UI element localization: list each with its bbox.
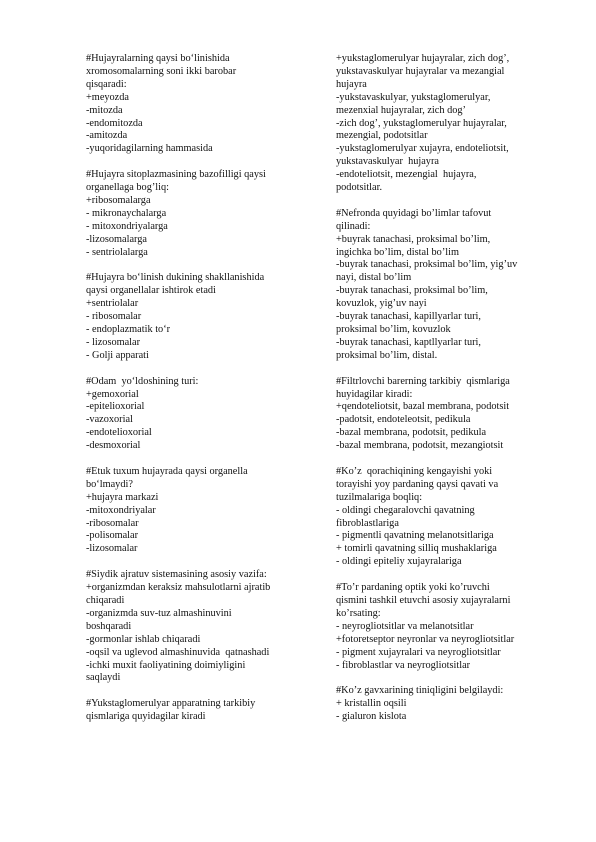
- question-block: [86, 569, 318, 685]
- answer-option: +yukstaglomerulyar hujayralar, zich dog’,: [336, 53, 510, 64]
- answer-option: boshqaradi: [86, 620, 132, 632]
- question-text: qismini tashkil etuvchi asosiy xujayralarni: [336, 595, 511, 606]
- answer-option: - lizosomalar: [86, 336, 141, 348]
- answer-option: mezengial, podotsitlar: [336, 130, 428, 142]
- answer-option: - sentriolalarga: [86, 246, 148, 258]
- question-block: [86, 169, 318, 259]
- answer-option: -buyrak tanachasi, kaptllyarlar turi,: [336, 336, 481, 348]
- answer-option: -desmoxorial: [86, 440, 141, 452]
- question-block: [336, 376, 562, 453]
- answer-option: -epitelioxorial: [86, 401, 145, 413]
- answer-option: -yukstavaskulyar, yukstaglomerulyar,: [336, 91, 491, 103]
- answer-option: -mitozda: [86, 104, 123, 116]
- answer-option: -amitozda: [86, 130, 128, 142]
- question-text: #Siydik ajratuv sistemasining asosiy vazifa:: [86, 569, 267, 581]
- question-block: [86, 376, 318, 453]
- answer-option: -buyrak tanachasi, proksimal bo’lim,: [336, 285, 488, 297]
- question-block: [86, 53, 318, 156]
- answer-option: -lizosomalar: [86, 543, 138, 555]
- question-text: huyidagilar kiradi:: [336, 388, 413, 400]
- answer-option: - endoplazmatik to‘r: [86, 324, 171, 335]
- question-text: torayishi yoy pardaning qaysi qavati va: [336, 478, 499, 490]
- answer-option: - mitoxondriyalarga: [86, 220, 168, 232]
- question-text: #Odam yo‘ldoshining turi:: [86, 375, 199, 387]
- answer-option: +hujayra markazi: [86, 491, 159, 503]
- question-text: tuzilmalariga boqliq:: [336, 491, 423, 503]
- answer-option: ingichka bo’lim, distal bo’lim: [336, 246, 459, 258]
- answer-option: - mikronaychalarga: [86, 207, 167, 219]
- question-text: #Filtrlovchi barerning tarkibiy qismlariga: [336, 375, 510, 387]
- answer-option: proksimal bo’lim, kovuzlok: [336, 324, 451, 336]
- answer-option: +qendoteliotsit, bazal membrana, podotsit: [336, 401, 510, 413]
- answer-option: proksimal bo’lim, distal.: [336, 349, 438, 361]
- answer-option: -mitoxondriyalar: [86, 504, 156, 516]
- answer-option: + tomirli qavatning silliq mushaklariga: [336, 543, 497, 555]
- question-block: [86, 466, 318, 556]
- answer-option: -bazal membrana, podotsit, pedikula: [336, 427, 487, 439]
- answer-option: - Golji apparati: [86, 349, 149, 361]
- answer-option: - gialuron kislota: [336, 711, 407, 723]
- question-block: [336, 582, 562, 672]
- answer-option: chiqaradi: [86, 594, 125, 606]
- question-text: #Ko’z qorachiqining kengayishi yoki: [336, 465, 493, 477]
- answer-option: -endomitozda: [86, 117, 143, 129]
- left-column: [86, 53, 318, 737]
- answer-option: - oldingi chegaralovchi qavatning: [336, 504, 475, 516]
- answer-option: - oldingi epiteliy xujayralariga: [336, 556, 462, 568]
- question-block: [336, 685, 562, 724]
- question-block: [86, 272, 318, 362]
- right-column: [336, 53, 562, 737]
- question-text: ko’rsating:: [336, 607, 381, 619]
- question-text: bo‘lmaydi?: [86, 478, 133, 490]
- answer-option: -zich dog’, yukstaglomerulyar hujayralar,: [336, 117, 507, 129]
- answer-option: -polisomalar: [86, 530, 139, 542]
- question-text: #Hujayra sitoplazmasining bazofilligi qaysi: [86, 169, 266, 181]
- answer-option: -buyrak tanachasi, kapillyarlar turi,: [336, 311, 481, 323]
- answer-option: yukstavaskulyar hujayralar va mezangial: [336, 65, 505, 77]
- answer-option: - pigmentli qavatning melanotsitlariga: [336, 530, 494, 542]
- question-text: organellaga bog’liq:: [86, 182, 170, 194]
- answer-option: + kristallin oqsili: [336, 698, 407, 710]
- question-text: #Etuk tuxum hujayrada qaysi organella: [86, 465, 248, 477]
- answer-option: saqlaydi: [86, 672, 121, 684]
- question-text: #Hujayralarning qaysi bo‘linishida: [86, 53, 230, 64]
- answer-option: -ichki muxit faoliyatining doimiyligini: [86, 659, 246, 671]
- question-text: #Ko’z gavxarining tiniqligini belgilaydi:: [336, 685, 504, 697]
- answer-option: -ribosomalar: [86, 517, 139, 529]
- answer-option: -oqsil va uglevod almashinuvida qatnashadi: [86, 646, 270, 658]
- answer-option: hujayra: [336, 78, 367, 90]
- answer-option: -lizosomalarga: [86, 233, 147, 245]
- question-block: [336, 53, 562, 195]
- answer-option: - pigment xujayralari va neyrogliotsitlar: [336, 646, 501, 658]
- question-text: #To’r pardaning optik yoki ko’ruvchi: [336, 582, 490, 594]
- answer-option: -gormonlar ishlab chiqaradi: [86, 633, 201, 645]
- answer-option: mezenxial hujayralar, zich dog’: [336, 104, 466, 116]
- question-text: #Hujayra bo‘linish dukining shakllanishida: [86, 272, 265, 284]
- answer-option: -vazoxorial: [86, 414, 133, 426]
- question-block: [336, 466, 562, 569]
- question-text: #Nefronda quyidagi bo’limlar tafovut: [336, 207, 492, 219]
- answer-option: +meyozda: [86, 91, 129, 103]
- answer-option: +gemoxorial: [86, 388, 139, 400]
- question-block: [86, 698, 318, 724]
- answer-option: podotsitlar.: [336, 182, 383, 194]
- question-text: xromosomalarning soni ikki barobar: [86, 65, 237, 77]
- answer-option: -padotsit, endoteleotsit, pedikula: [336, 414, 471, 426]
- answer-option: - ribosomalar: [86, 311, 142, 323]
- answer-option: -bazal membrana, podotsit, mezangiotsit: [336, 440, 504, 452]
- answer-option: - neyrogliotsitlar va melanotsitlar: [336, 620, 474, 632]
- answer-option: -endoteliotsit, mezengial hujayra,: [336, 169, 477, 181]
- question-text: qisqaradi:: [86, 78, 127, 90]
- question-text: qaysi organellalar ishtirok etadi: [86, 285, 216, 297]
- question-text: qismlariga quyidagilar kiradi: [86, 711, 206, 723]
- answer-option: +ribosomalarga: [86, 194, 151, 206]
- answer-option: kovuzlok, yig’uv nayi: [336, 298, 427, 310]
- question-text: #Yukstaglomerulyar apparatning tarkibiy: [86, 698, 256, 710]
- answer-option: +buyrak tanachasi, proksimal bo’lim,: [336, 233, 491, 245]
- answer-option: +fotoretseptor neyronlar va neyrogliotsitlar: [336, 633, 515, 645]
- answer-option: nayi, distal bo’lim: [336, 272, 412, 284]
- answer-option: -yuqoridagilarning hammasida: [86, 143, 213, 155]
- answer-option: -organizmda suv-tuz almashinuvini: [86, 607, 232, 619]
- answer-option: +sentriolalar: [86, 298, 139, 310]
- answer-option: fibroblastlariga: [336, 517, 399, 529]
- answer-option: - fibroblastlar va neyrogliotsitlar: [336, 659, 471, 671]
- question-block: [336, 208, 562, 363]
- answer-option: -buyrak tanachasi, proksimal bo’lim, yig’uv: [336, 259, 518, 271]
- question-text: qilinadi:: [336, 220, 371, 232]
- answer-option: +organizmdan keraksiz mahsulotlarni ajratib: [86, 582, 271, 594]
- answer-option: yukstavaskulyar hujayra: [336, 156, 439, 168]
- answer-option: -endotelioxorial: [86, 427, 152, 439]
- answer-option: -yukstaglomerulyar xujayra, endoteliotsit,: [336, 143, 509, 155]
